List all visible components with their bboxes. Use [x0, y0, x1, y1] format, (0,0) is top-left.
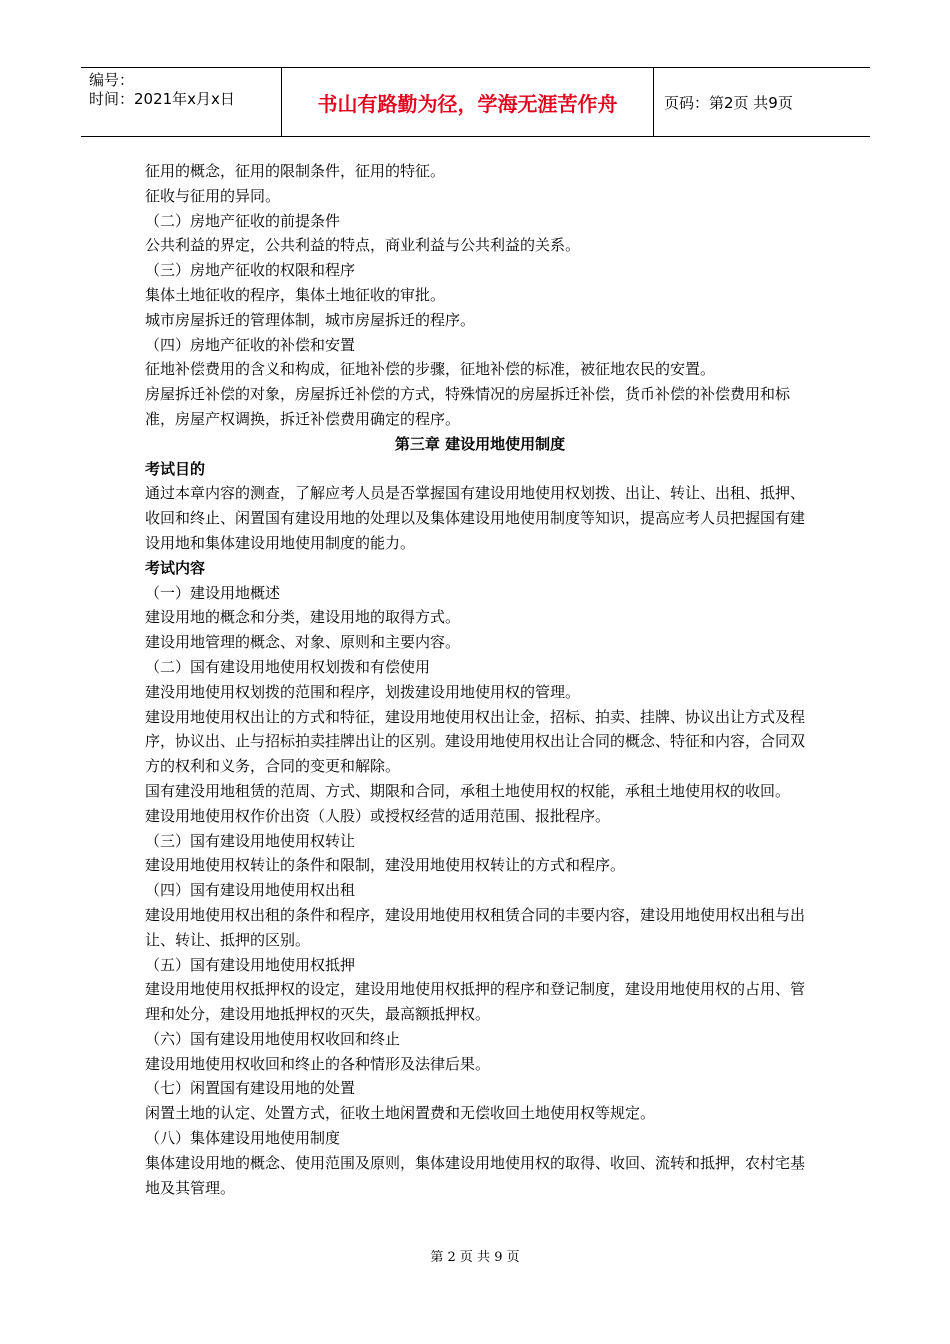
section-heading: （一）建设用地概述 [145, 583, 281, 602]
document-body [145, 159, 815, 1200]
section-heading: （三）国有建设用地使用权转让 [145, 831, 356, 850]
section-heading: （三）房地产征收的权限和程序 [145, 261, 356, 280]
section-heading: （二）国有建设用地使用权划拨和有偿使用 [145, 657, 431, 676]
section-heading: （四）国有建设用地使用权出租 [145, 881, 356, 900]
section-heading: （七）闲置国有建设用地的处置 [145, 1079, 356, 1098]
paragraph: 建设用地使用权抵押权的设定，建设用地使用权抵押的程序和登记制度，建设用地使用权的占用、管理和处分，建设用地抵押权的灭失，最高额抵押权。 [145, 980, 806, 1024]
section-heading: （八）集体建设用地使用制度 [145, 1129, 341, 1148]
section-heading: （二）房地产征收的前提条件 [145, 211, 341, 230]
paragraph: 建设用地使用权作价出资（人股）或授权经营的适用范围、报批程序。 [145, 806, 611, 825]
paragraph: 建设用地使用权出租的条件和程序，建设用地使用权租赁合同的丰要内容，建设用地使用权出租与出让、转让、抵押的区别。 [145, 905, 806, 949]
paragraph: 建设用地管理的概念、对象、原则和主要内容。 [145, 633, 461, 652]
chapter-title: 第三章 建设用地使用制度 [394, 434, 566, 453]
paragraph: 通过本章内容的测查，了解应考人员是否掌握国有建设用地使用权划拨、出让、转让、出租、抵押、收回和终止、闲置国有建设用地的处理以及集体建设用地使用制度等知识，提高应考人员把握国有建设用地和集体建设用地使用制度的能力。 [145, 484, 806, 552]
header-motto: 书山有路勤为径，学海无涯苦作舟 [282, 68, 654, 136]
document-number: 编号： [89, 71, 135, 89]
paragraph: 房屋拆迁补偿的对象，房屋拆迁补偿的方式，特殊情况的房屋拆迁补偿，货币补偿的补偿费用和标准，房屋产权调换，拆迁补偿费用确定的程序。 [145, 385, 791, 428]
page-footer: 第 2 页 共 9 页 [430, 1250, 520, 1265]
paragraph: 公共利益的界定，公共利益的特点，商业利益与公共利益的关系。 [145, 236, 581, 255]
exam-content-heading: 考试内容 [145, 558, 206, 577]
paragraph: 国有建没用地租赁的范周、方式、期限和合同，承租土地使用权的权能，承租土地使用权的收回。 [145, 781, 791, 800]
header-page-number: 页码：第2页 共9页 [664, 93, 793, 112]
paragraph: 集体土地征收的程序，集体土地征收的审批。 [145, 285, 446, 304]
header-meta [81, 68, 282, 136]
paragraph: 建设用地使用权转让的条件和限制，建没用地使用权转让的方式和程序。 [145, 856, 626, 875]
paragraph: 征地补偿费用的含义和构成，征地补偿的步骤，征地补偿的标准，被征地农民的安置。 [145, 360, 716, 379]
page-header [81, 67, 870, 137]
paragraph: 征收与征用的异同。 [145, 186, 281, 205]
paragraph: 建设用地的概念和分类，建设用地的取得方式。 [145, 608, 461, 627]
section-heading: （五）国有建设用地使用权抵押 [145, 955, 356, 974]
paragraph: 建设用地使用权出让的方式和特征，建设用地使用权出让金，招标、拍卖、挂牌、协议出让方式及程序，协议出、止与招标拍卖挂牌出让的区别。建设用地使用权出让合同的概念、特征和内容，合同双方的权利和义务，合同的变更和解除。 [145, 707, 806, 776]
exam-purpose-heading: 考试目的 [145, 459, 206, 478]
document-date: 时间：2021年x月x日 [89, 90, 235, 108]
section-heading: （四）房地产征收的补偿和安置 [145, 335, 356, 354]
paragraph: 城市房屋拆迁的管理体制，城市房屋拆迁的程序。 [145, 310, 476, 329]
paragraph: 征用的概念，征用的限制条件，征用的特征。 [145, 162, 446, 180]
paragraph: 建没用地使用权划拨的范围和程序，划拨建设用地使用权的管理。 [145, 682, 581, 701]
paragraph: 集体建设用地的概念、使用范围及原则，集体建设用地使用权的取得、收回、流转和抵押，农村宅基地及其管理。 [145, 1153, 806, 1197]
paragraph: 建设用地使用权收回和终止的各种情形及法律后果。 [145, 1054, 491, 1073]
section-heading: （六）国有建设用地使用权收回和终止 [145, 1029, 401, 1048]
paragraph: 闲置土地的认定、处置方式，征收土地闲置费和无偿收回土地使用权等规定。 [145, 1104, 656, 1123]
